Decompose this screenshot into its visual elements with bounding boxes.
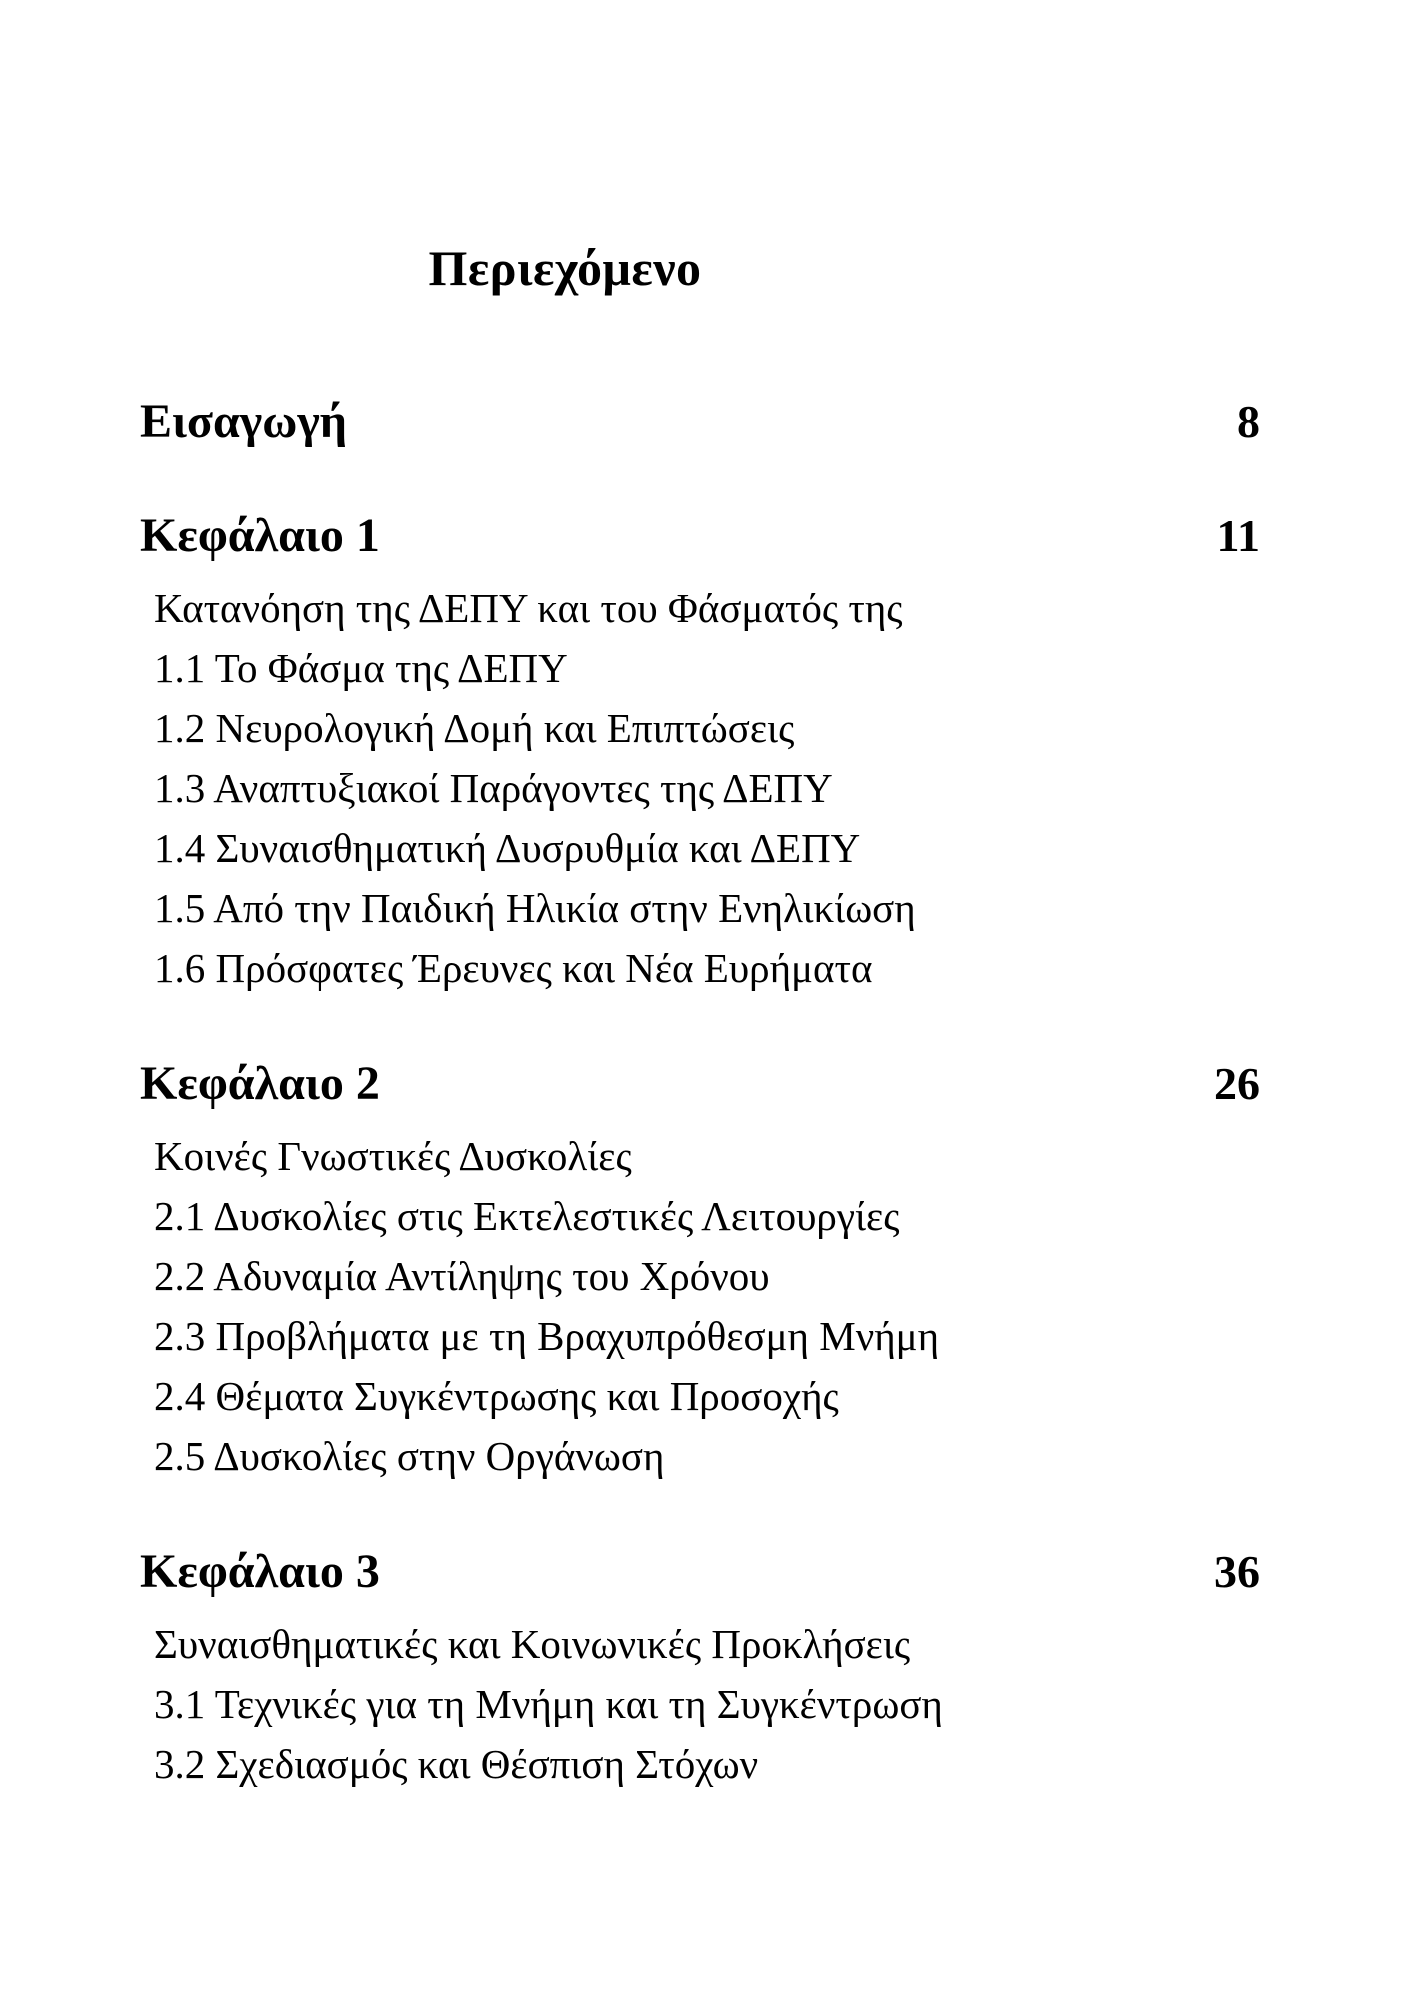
toc-chapter-3-page-number: 36 (1214, 1546, 1260, 1597)
toc-item-2-4: 2.4 Θέματα Συγκέντρωσης και Προσοχής (154, 1373, 839, 1419)
toc-chapter-1-label: Κεφάλαιο 1 (140, 509, 380, 562)
toc-chapter-1 (140, 508, 1260, 998)
toc-chapter-2 (140, 1056, 1260, 1486)
toc-chapter-1-page-number: 11 (1216, 510, 1260, 561)
toc-item-1-5: 1.5 Από την Παιδική Ηλικία στην Ενηλικίωση (154, 885, 916, 931)
toc-item-1-2: 1.2 Νευρολογική Δομή και Επιπτώσεις (154, 705, 795, 751)
toc-item-2-5: 2.5 Δυσκολίες στην Οργάνωση (154, 1433, 665, 1479)
page-title: Περιεχόμενο (428, 240, 702, 296)
toc-item-2-2: 2.2 Αδυναμία Αντίληψης του Χρόνου (154, 1253, 770, 1299)
toc-chapter-2-page-number: 26 (1214, 1058, 1260, 1109)
toc-chapter-1-heading-row (140, 508, 1260, 564)
toc-item-3-1: 3.1 Τεχνικές για τη Μνήμη και τη Συγκέντρωση (154, 1681, 943, 1727)
toc-item-1-1: 1.1 Το Φάσμα της ΔΕΠΥ (154, 645, 568, 691)
toc-chapter-1-subtitle: Κατανόηση της ΔΕΠΥ και του Φάσματός της (154, 585, 903, 631)
toc-entry-introduction-page-number: 8 (1237, 396, 1260, 447)
toc-item-1-3: 1.3 Αναπτυξιακοί Παράγοντες της ΔΕΠΥ (154, 765, 833, 811)
toc-entry-introduction-label: Εισαγωγή (140, 395, 348, 448)
toc-entry-introduction (140, 394, 1260, 450)
toc-item-2-1: 2.1 Δυσκολίες στις Εκτελεστικές Λειτουργίες (154, 1193, 900, 1239)
toc-chapter-3-subtitle: Συναισθηματικές και Κοινωνικές Προκλήσεις (154, 1621, 911, 1667)
toc-chapter-3 (140, 1544, 1260, 1794)
toc-chapter-2-subtitle: Κοινές Γνωστικές Δυσκολίες (154, 1133, 632, 1179)
toc-item-1-6: 1.6 Πρόσφατες Έρευνες και Νέα Ευρήματα (154, 945, 873, 991)
toc-chapter-3-label: Κεφάλαιο 3 (140, 1545, 380, 1598)
toc-chapter-3-heading-row (140, 1544, 1260, 1600)
toc-chapter-2-label: Κεφάλαιο 2 (140, 1057, 380, 1110)
toc-item-2-3: 2.3 Προβλήματα με τη Βραχυπρόθεσμη Μνήμη (154, 1313, 940, 1359)
toc-item-1-4: 1.4 Συναισθηματική Δυσρυθμία και ΔΕΠΥ (154, 825, 861, 871)
toc-item-3-2: 3.2 Σχεδιασμός και Θέσπιση Στόχων (154, 1741, 759, 1787)
toc-chapter-2-heading-row (140, 1056, 1260, 1112)
